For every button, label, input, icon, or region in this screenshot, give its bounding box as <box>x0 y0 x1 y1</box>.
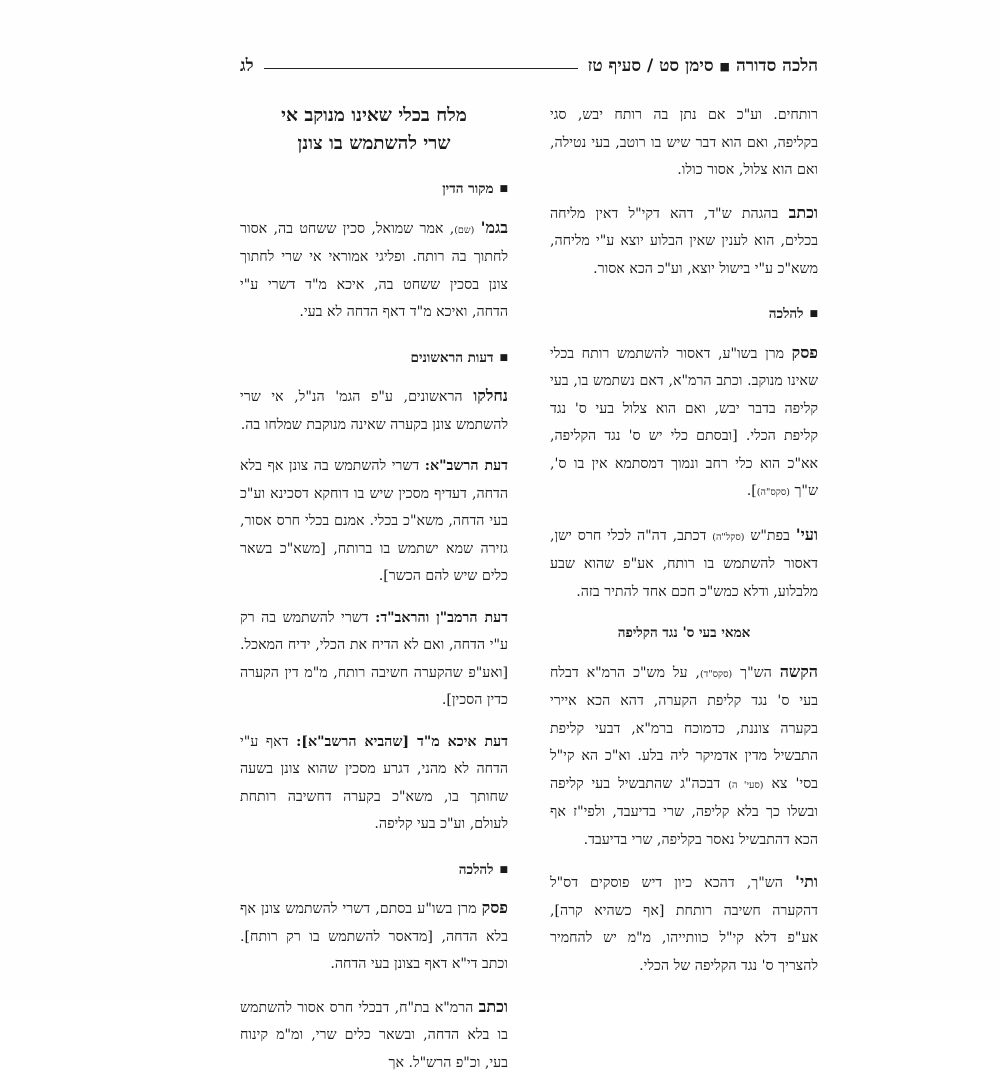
page-content <box>240 48 818 1091</box>
paragraph <box>240 894 508 979</box>
section-title-text: להלכה <box>458 861 494 878</box>
section-title-text: מקור הדין <box>442 181 494 197</box>
paragraph-lead-word: בגמ' <box>480 217 509 237</box>
paragraph-lead-word: וכתב <box>478 996 508 1016</box>
square-bullet-icon: ■ <box>499 352 508 363</box>
two-column-body <box>240 102 818 1091</box>
paragraph-text: דכתב, דה"ה לכלי חרס ישן, דאסור להשתמש בו רותח, אע"פ שהוא שבע מלבלוע, ודלא כמש"כ חכם אחד להתיר בזה. <box>550 527 818 600</box>
paragraph-text: מרן בשו"ע, דאסור להשתמש רותח בכלי שאינו מנוקב. וכתב הרמ"א, דאם נשתמש בו, בעי קליפה בדבר יבש, ואם הוא צלול בעי ס' נגד קליפת הכלי. [ובסתם כלי יש ס' נגד הקליפה, אא"כ הוא כלי רחב ונמוך דמסתמא אין בו ס', ש"ך <box>550 345 818 499</box>
subsection-title: אמאי בעי ס' נגד הקליפה <box>617 625 751 641</box>
paragraph <box>240 605 508 715</box>
paragraph-lead-word: דעת הרשב"א: <box>424 458 508 474</box>
paragraph <box>240 382 508 439</box>
section-title-text: דעות הראשונים <box>410 349 494 366</box>
paragraph <box>240 729 508 839</box>
left-column <box>240 102 508 1091</box>
paragraph-text: הש"ך, דהכא כיון דיש פוסקים דס"ל דהקערה חשיבה רותחת [אף כשהיא קרה], אע"פ דלא קי"ל כוותייהו, מ"מ יש להחמיר להצריך ס' נגד הקליפה של הכלי. <box>550 875 818 974</box>
paragraph-lead-word: ותי' <box>795 872 818 891</box>
section-title-rishonim <box>240 345 508 373</box>
paragraph-lead-word: דעת הרמב"ן והראב"ד: <box>375 609 508 626</box>
paragraph <box>240 453 508 591</box>
square-bullet-icon: ■ <box>499 864 508 875</box>
square-bullet-icon: ■ <box>499 184 508 194</box>
paragraph-text: מרן בשו"ע בסתם, דשרי להשתמש צונן אף בלא הדחה, [מדאסר להשתמש בו רק רותח]. וכתב די"א דאף בצונן בעי הדחה. <box>240 901 508 972</box>
source-reference: (סעי' ה) <box>728 779 764 791</box>
paragraph-text: הרמ"א בת"ח, דבכלי חרס אסור להשתמש בו בלא הדחה, ובשאר כלים שרי, ומ"מ קינוח בעי, וכ"פ הרש"ל. אך <box>240 999 508 1071</box>
source-reference: (סקס"ה) <box>756 487 790 498</box>
topic-heading-line: שרי להשתמש בו צונן <box>297 133 451 154</box>
running-header <box>240 48 818 76</box>
section-title-halacha <box>240 857 508 885</box>
source-reference: (סקס"ד) <box>699 668 733 680</box>
paragraph-text: בפת"ש <box>744 527 796 544</box>
paragraph <box>550 658 818 855</box>
paragraph-lead-word: ועי' <box>795 524 819 544</box>
paragraph-lead-word: פסק <box>481 898 508 917</box>
paragraph-text: דשרי להשתמש בה צונן אף בלא הדחה, דעדיף מסכין שיש בו דוחקא דסכינא וע"כ בעי הדחה, משא"כ בכלי. אמנם בכלי חרס אסור, גזירה שמא ישתמש בו ברותח, [משא"כ בשאר כלים שיש להם הכשר]. <box>240 458 508 584</box>
paragraph-text: דשרי להשתמש בה רק ע"י הדחה, ואם לא הדיח את הכלי, ידיח המאכל. [ואע"פ שהקערה חשיבה רותח, מ"מ דין הקערה כדין הסכין]. <box>240 609 508 708</box>
source-reference: (סקל"ה) <box>712 531 745 543</box>
paragraph <box>550 868 818 980</box>
paragraph <box>550 521 818 607</box>
paragraph-lead-word: נחלקו <box>473 386 508 405</box>
paragraph-text: , אמר שמואל, סכין ששחט בה, אסור לחתוך בה רותח. ופליגי אמוראי אי שרי לחתוך צונן בסכין ששחט בה, איכא מ"ד דשרי ע"י הדחה, ואיכא מ"ד דאף הדחה לא בעי. <box>240 220 508 320</box>
paragraph-text: דאף ע"י הדחה לא מהני, דגרע מסכין שהוא צונן בשעה שחותך בו, משא"כ בקערה דחשיבה רותחת לעולם, וע"כ בעי קליפה. <box>240 733 508 832</box>
running-header-title-group <box>588 56 818 76</box>
paragraph-lead-word: וכתב <box>788 202 818 222</box>
section-reference: סימן סט / סעיף טז <box>587 56 714 76</box>
topic-heading-line: מלח בכלי שאינו מנוקב אי <box>281 105 467 126</box>
paragraph <box>550 102 818 185</box>
paragraph-lead-word: דעת איכא מ"ד [שהביא הרשב"א]: <box>296 733 509 750</box>
paragraph <box>550 199 818 284</box>
paragraph <box>550 339 818 507</box>
section-title-text: להלכה <box>768 306 804 322</box>
paragraph-text: הש"ך <box>732 664 780 681</box>
paragraph-lead-word: פסק <box>791 342 818 362</box>
square-bullet-icon: ■ <box>719 59 730 73</box>
paragraph <box>240 214 508 327</box>
section-title-halacha <box>550 301 818 329</box>
paragraph-lead-word: הקשה <box>779 661 818 681</box>
right-column <box>550 102 818 1091</box>
source-reference: (שם) <box>454 224 475 236</box>
paragraph-text: הראשונים, ע"פ הגמ' הנ"ל, אי שרי להשתמש צונן בקערה שאינה מנוקבת שמלחו בה. <box>240 389 508 433</box>
paragraph-text: בהגהת ש"ד, דהא דקי"ל דאין מליחה בכלים, הוא לענין שאין הבלוע יוצא ע"י מליחה, משא"כ ע"י בישול יוצא, וע"כ הכא אסור. <box>550 205 818 277</box>
paragraph <box>240 993 508 1078</box>
topic-heading <box>240 102 508 158</box>
book-title: הלכה סדורה <box>735 56 818 76</box>
paragraph-text: רותחים. וע"כ אם נתן בה רותח יבש, סגי בקליפה, ואם הוא דבר שיש בו רוטב, בעי נטילה, ואם הוא צלול, אסור כולו. <box>550 107 818 178</box>
paragraph-text: ]. <box>746 483 757 499</box>
square-bullet-icon: ■ <box>809 309 818 319</box>
page-number: לג <box>240 56 254 76</box>
paragraph-text: דבכה"ג שהתבשיל בעי קליפה ובשלו כך בלא קליפה, שרי בדיעבד, ולפי"ז אף הכא דהתבשיל נאסר בקליפה, שרי בדיעבד. <box>550 775 818 848</box>
paragraph-text: , על מש"כ הרמ"א דבלח בעי ס' נגד קליפת הקערה, דהא הכא איירי בקערה צוננת, כדמוכח ברמ"א, דבעי קליפת התבשיל מדין אדמיקר ליה בלע. וא"כ הא קי"ל בסי' צא <box>550 664 819 792</box>
header-rule <box>264 68 578 69</box>
section-title-source <box>240 176 508 204</box>
